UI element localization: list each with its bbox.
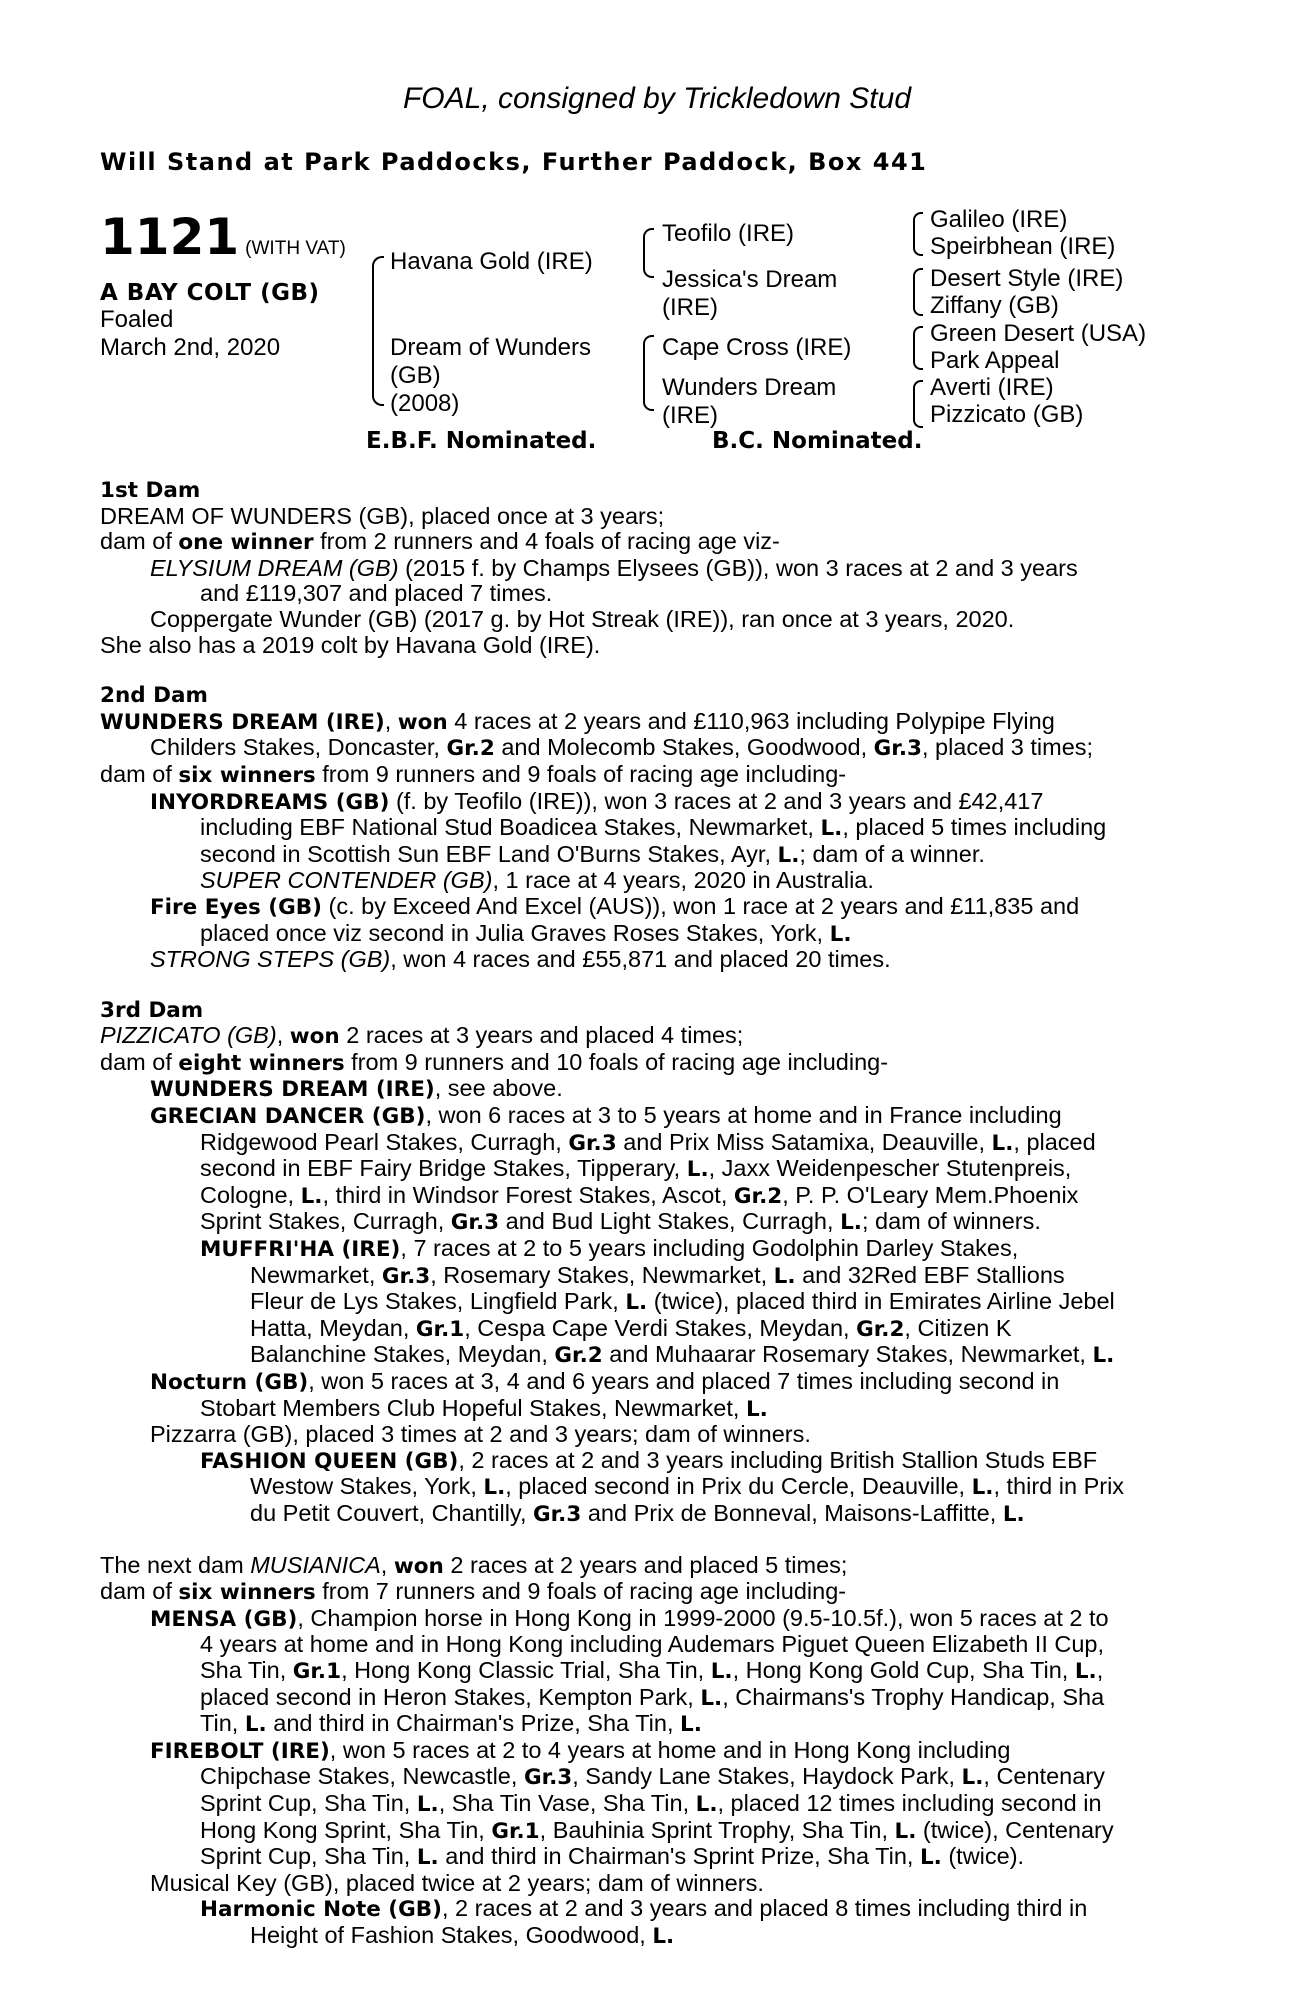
second-dam-line: SUPER CONTENDER (GB), 1 race at 4 years, 2020 in Australia.	[200, 867, 874, 894]
dam-bracket	[643, 335, 654, 411]
second-dam-line: dam of six winners from 9 runners and 9 foals of racing age including-	[100, 760, 847, 788]
gen3-1: Galileo (IRE)	[930, 206, 1068, 233]
third-dam-line: Cologne, L., third in Windsor Forest Stakes, Ascot, Gr.2, P. P. O'Leary Mem.Phoenix	[200, 1181, 1079, 1209]
second-dam-line: WUNDERS DREAM (IRE), won 4 races at 2 years and £110,963 including Polypipe Flying	[100, 707, 1055, 735]
dam-name: Dream of Wunders (GB) (2008)	[390, 334, 591, 417]
lot-description: A BAY COLT (GB)	[100, 280, 320, 306]
produce-record	[100, 478, 1208, 1949]
third-dam-line: dam of eight winners from 9 runners and 10 foals of racing age including-	[100, 1048, 889, 1076]
second-dam-line: placed once viz second in Julia Graves Roses Stakes, York, L.	[200, 919, 852, 947]
third-dam-line: Sprint Stakes, Curragh, Gr.3 and Bud Light Stakes, Curragh, L.; dam of winners.	[200, 1208, 1041, 1236]
gen3-2: Speirbhean (IRE)	[930, 233, 1116, 260]
third-dam-line: Newmarket, Gr.3, Rosemary Stakes, Newmarket, L. and 32Red EBF Stallions	[250, 1261, 1065, 1289]
next-dam-line: Sprint Cup, Sha Tin, L. and third in Chairman's Sprint Prize, Sha Tin, L. (twice).	[200, 1843, 1025, 1871]
second-dam-line: Childers Stakes, Doncaster, Gr.2 and Molecomb Stakes, Goodwood, Gr.3, placed 3 times;	[150, 734, 1094, 762]
third-dam-line: WUNDERS DREAM (IRE), see above.	[150, 1075, 563, 1103]
sire-bracket	[643, 228, 654, 278]
gen3-5: Green Desert (USA)	[930, 320, 1147, 347]
third-dam-line: Westow Stakes, York, L., placed second in Prix du Cercle, Deauville, L., third in Prix	[250, 1473, 1125, 1501]
second-dam-line: including EBF National Stud Boadicea Stakes, Newmarket, L., placed 5 times including	[200, 814, 1107, 842]
first-dam-heading: 1st Dam	[100, 478, 201, 503]
gen3-6: Park Appeal	[930, 347, 1060, 374]
next-dam-line: MENSA (GB), Champion horse in Hong Kong in 1999-2000 (9.5-10.5f.), won 5 races at 2 to	[150, 1604, 1109, 1632]
third-dam-line: Hatta, Meydan, Gr.1, Cespa Cape Verdi Stakes, Meydan, Gr.2, Citizen K	[250, 1314, 1012, 1342]
next-dam-line: Height of Fashion Stakes, Goodwood, L.	[250, 1921, 675, 1949]
sire-dam: Jessica's Dream (IRE)	[662, 266, 838, 321]
sire-dam-bracket	[372, 256, 384, 406]
next-dam-line: Tin, L. and third in Chairman's Prize, Sha Tin, L.	[200, 1710, 702, 1738]
first-dam-line: She also has a 2019 colt by Havana Gold (IRE).	[100, 631, 601, 658]
third-dam-line: MUFFRI'HA (IRE), 7 races at 2 to 5 years including Godolphin Darley Stakes,	[200, 1235, 1019, 1263]
next-dam-line: dam of six winners from 7 runners and 9 foals of racing age including-	[100, 1578, 847, 1606]
next-dam-line: placed second in Heron Stakes, Kempton Park, L., Chairmans's Trophy Handicap, Sha	[200, 1683, 1105, 1711]
gen3-7: Averti (IRE)	[930, 374, 1054, 401]
second-dam-line: STRONG STEPS (GB), won 4 races and £55,871 and placed 20 times.	[150, 946, 891, 973]
dam-sire: Cape Cross (IRE)	[662, 334, 852, 361]
sire-sire: Teofilo (IRE)	[662, 220, 795, 247]
first-dam-line: and £119,307 and placed 7 times.	[200, 580, 553, 607]
third-dam-line: Balanchine Stakes, Meydan, Gr.2 and Muhaarar Rosemary Stakes, Newmarket, L.	[250, 1341, 1115, 1369]
third-dam-line: du Petit Couvert, Chantilly, Gr.3 and Prix de Bonneval, Maisons-Laffitte, L.	[250, 1499, 1025, 1527]
next-dam-line: Chipchase Stakes, Newcastle, Gr.3, Sandy Lane Stakes, Haydock Park, L., Centenary	[200, 1763, 1105, 1791]
third-dam-line: GRECIAN DANCER (GB), won 6 races at 3 to 5 years at home and in France including	[150, 1102, 1062, 1130]
vat-note: (WITH VAT)	[245, 238, 346, 259]
first-dam-line: ELYSIUM DREAM (GB) (2015 f. by Champs Elysees (GB)), won 3 races at 2 and 3 years	[150, 554, 1078, 581]
next-dam-line: Sprint Cup, Sha Tin, L., Sha Tin Vase, Sha Tin, L., placed 12 times including second in	[200, 1789, 1102, 1817]
next-dam-line: Harmonic Note (GB), 2 races at 2 and 3 years and placed 8 times including third in	[200, 1895, 1088, 1923]
third-dam-line: Fleur de Lys Stakes, Lingfield Park, L. (twice), placed third in Emirates Airline Jebel	[250, 1288, 1115, 1316]
stand-location: Will Stand at Park Paddocks, Further Paddock, Box 441	[100, 148, 928, 176]
gen3-8: Pizzicato (GB)	[930, 401, 1084, 428]
third-dam-heading: 3rd Dam	[100, 997, 204, 1023]
bc-nominated: B.C. Nominated.	[712, 428, 923, 454]
next-dam-line: Sha Tin, Gr.1, Hong Kong Classic Trial, Sha Tin, L., Hong Kong Gold Cup, Sha Tin, L.,	[200, 1656, 1104, 1684]
next-dam-line: The next dam MUSIANICA, won 2 races at 2 years and placed 5 times;	[100, 1551, 848, 1579]
sire-name: Havana Gold (IRE)	[390, 248, 593, 275]
third-dam-line: Stobart Members Club Hopeful Stakes, Newmarket, L.	[200, 1394, 768, 1422]
third-dam-line: FASHION QUEEN (GB), 2 races at 2 and 3 years including British Stallion Studs EBF	[200, 1446, 1098, 1474]
next-dam-line: 4 years at home and in Hong Kong including Audemars Piguet Queen Elizabeth II Cup,	[200, 1631, 1105, 1658]
second-dam-line: INYORDREAMS (GB) (f. by Teofilo (IRE)), won 3 races at 2 and 3 years and £42,417	[150, 787, 1044, 815]
lot-number: 1121	[100, 208, 240, 266]
jessica-bracket	[913, 268, 923, 316]
third-dam-line: PIZZICATO (GB), won 2 races at 3 years and placed 4 times;	[100, 1022, 744, 1050]
dam-dam: Wunders Dream (IRE)	[662, 374, 837, 429]
third-dam-line: Nocturn (GB), won 5 races at 3, 4 and 6 years and placed 7 times including second in	[150, 1368, 1060, 1395]
gen3-3: Desert Style (IRE)	[930, 265, 1124, 292]
consignment-line: FOAL, consigned by Trickledown Stud	[402, 82, 912, 115]
next-dam-line: Hong Kong Sprint, Sha Tin, Gr.1, Bauhinia Sprint Trophy, Sha Tin, L. (twice), Centenary	[200, 1816, 1114, 1844]
second-dam-line: second in Scottish Sun EBF Land O'Burns Stakes, Ayr, L.; dam of a winner.	[200, 840, 985, 868]
second-dam-line: Fire Eyes (GB) (c. by Exceed And Excel (AUS)), won 1 race at 2 years and £11,835 and	[150, 892, 1080, 920]
foaled-date: March 2nd, 2020	[100, 334, 281, 361]
third-dam-line: second in EBF Fairy Bridge Stakes, Tipperary, L., Jaxx Weidenpescher Stutenpreis,	[200, 1155, 1072, 1183]
next-dam-line: Musical Key (GB), placed twice at 2 years; dam of winners.	[150, 1869, 764, 1896]
foaled-label: Foaled	[100, 306, 174, 333]
first-dam-line: dam of one winner from 2 runners and 4 foals of racing age viz-	[100, 528, 780, 556]
gen3-4: Ziffany (GB)	[930, 292, 1059, 319]
first-dam-line: DREAM OF WUNDERS (GB), placed once at 3 years;	[100, 502, 665, 529]
second-dam-heading: 2nd Dam	[100, 683, 208, 709]
wunders-bracket	[913, 380, 923, 428]
cape-cross-bracket	[913, 326, 923, 370]
third-dam-line: Pizzarra (GB), placed 3 times at 2 and 3 years; dam of winners.	[150, 1421, 811, 1448]
next-dam-line: FIREBOLT (IRE), won 5 races at 2 to 4 years at home and in Hong Kong including	[150, 1736, 1011, 1764]
first-dam-line: Coppergate Wunder (GB) (2017 g. by Hot Streak (IRE)), ran once at 3 years, 2020.	[150, 605, 1015, 632]
ebf-nominated: E.B.F. Nominated.	[366, 428, 597, 454]
teofilo-bracket	[913, 212, 923, 256]
third-dam-line: Ridgewood Pearl Stakes, Curragh, Gr.3 and Prix Miss Satamixa, Deauville, L., placed	[200, 1128, 1096, 1156]
lot-number-block	[100, 208, 346, 266]
